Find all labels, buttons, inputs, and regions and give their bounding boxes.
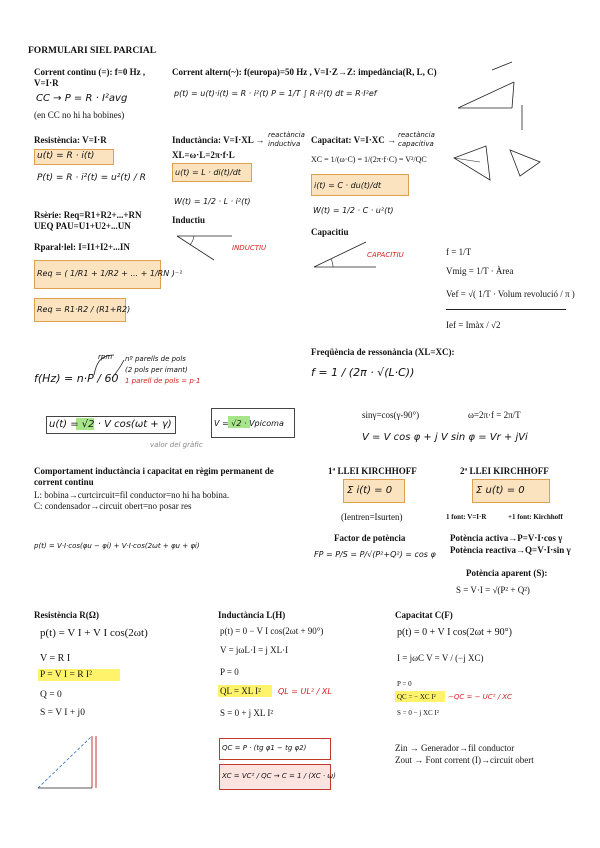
bottom-inductance-s: S = 0 + j XL I² [220,708,274,718]
qc-compensation-formula: QC = P · (tg φ1 − tg φ2) [222,744,307,752]
poles-label: nº parells de pols [125,355,186,363]
power-triangle-diagrams [450,138,560,188]
bottom-inductance-q: QL = XL I² [220,686,261,696]
phasor-components: V = V cos φ + j V sin φ = Vr + jVi [362,432,528,443]
inductance-u-formula: u(t) = L · di(t)/dt [175,168,241,177]
resistance-power-triangle [34,728,114,803]
bottom-resistance-s: S = V I + j0 [40,708,85,718]
resistance-heading: Resistència: V=I·R [34,135,107,145]
power-factor-formula: FP = P/S = P/√(P²+Q²) = cos φ [314,550,436,559]
capacitance-heading: Capacitat: V=I·XC → [311,135,396,145]
req-parallel-formula: Req = ( 1/R1 + 1/R2 + ... + 1/RN )⁻¹ [37,269,183,278]
bottom-resistance-pt: p(t) = V I + V I cos(2ωt) [40,627,148,639]
apparent-power-formula: S = V·I = √(P² + Q²) [456,585,530,595]
resonance-formula: f = 1 / (2π · √(L·C)) [311,366,415,379]
zin-note: Zin → Generador→fil conductor [395,743,515,753]
capacitance-sub1: reactància [398,131,435,139]
zout-note: Zout → Font corrent (I)→circuit obert [395,755,534,765]
kirchhoff1-heading: 1ª LLEI KIRCHHOFF [328,466,417,476]
bottom-capacitance-heading: Capacitat C(F) [395,610,453,620]
poles-note-red: 1 parell de pols = p·1 [125,377,201,385]
page-title: FORMULARI SIEL PARCIAL [28,46,157,56]
resistance-u-formula: u(t) = R · i(t) [37,151,95,161]
dc-vir: V=I·R [34,78,59,88]
bottom-resistance-v: V = R I [40,653,71,664]
inductance-sub1: reactància [268,131,305,139]
vef-formula: Vef = √( 1/T · Volum revolució / π ) [446,289,575,299]
bottom-inductance-p: P = 0 [220,667,239,677]
capacitive-label: Capacitiu [311,227,349,237]
dc-note: (en CC no hi ha bobines) [34,110,125,120]
kirchhoff1-formula: Σ i(t) = 0 [347,485,393,496]
instantaneous-power-expansion: p(t) = V·I·cos(φu − φi) + V·I·cos(2ωt + φu + φi) [34,542,200,550]
bottom-capacitance-q: QC = − XC I² [397,693,436,701]
bottom-resistance-p: P = V I = R I² [40,670,92,680]
reactive-power: Potència reactiva→Q=V·I·sin γ [450,545,571,555]
steady-state-C: C: condensador→circuit obert=no posar res [34,501,192,511]
frequency-formula: f(Hz) = n·P / 60 [34,372,119,385]
sin-identity: sinγ=cos(γ-90°) [362,410,420,420]
inductance-sub2: inductiva [268,140,301,148]
capacitance-sub2: capacitiva [398,140,434,148]
resistance-p-formula: P(t) = R · i²(t) = u²(t) / R [37,173,146,183]
kirchhoff2-formula: Σ u(t) = 0 [476,485,525,496]
dc-power-formula: CC → P = R · I²avg [36,93,128,104]
series-voltage: UEQ PAU=U1+U2+...UN [34,221,131,231]
series-resistance: Rsèrie: Req=R1+R2+...+RN [34,210,142,220]
xc-capacitor-formula: XC = VC² / QC → C = 1 / (XC · ω) [222,772,336,780]
impedance-triangle-diagram [452,60,552,130]
apparent-power-heading: Potència aparent (S): [466,568,548,578]
xl-formula: XL=ω·L=2π·f·L [172,150,235,160]
kirchhoff1-note: (Ientren=Isurten) [341,512,403,522]
inductance-w-formula: W(t) = 1/2 · L · i²(t) [174,197,251,206]
vef-divider [446,309,566,310]
bottom-resistance-q: Q = 0 [40,690,62,700]
kirchhoff2-heading: 2ª LLEI KIRCHHOFF [460,466,549,476]
vmig-formula: Vmig = 1/T · Àrea [446,266,514,276]
power-factor-heading: Factor de potència [334,533,406,543]
bottom-inductance-heading: Inductància L(H) [218,610,286,620]
poles-note: (2 pols per imant) [125,366,188,374]
bottom-inductance-pt: p(t) = 0 − V I cos(2ωt + 90°) [220,626,324,636]
rpm-label: rpm [98,353,113,361]
phasor-formula: V = √2 · Vpicoma [214,419,284,428]
bottom-capacitance-s: S = 0 − j XC I² [397,709,439,717]
bottom-inductance-q-alt: QL = UL² / XL [278,687,332,696]
bottom-capacitance-i: I = jωC V = V / (−j XC) [397,653,484,663]
multi-source-note: +1 font: Kirchhoff [508,513,563,521]
ief-formula: Ief = Imàx / √2 [446,320,501,330]
resonance-heading: Freqüència de ressonància (XL=XC): [311,347,455,357]
dc-heading: Corrent continu (=): f=0 Hz , [34,67,146,77]
inductive-label: Inductiu [172,215,206,225]
bottom-resistance-heading: Resistència R(Ω) [34,610,99,620]
omega-formula: ω=2π·f = 2π/T [468,410,521,420]
one-source-note: 1 font: V=I·R [446,513,487,521]
inductance-heading: Inductància: V=I·XL → [172,135,265,145]
bottom-capacitance-pt: p(t) = 0 + V I cos(2ωt + 90°) [397,627,512,638]
active-power: Potència activa→P=V·I·cos γ [450,533,563,543]
ac-heading: Corrent altern(~): f(europa)=50 Hz , V=I·Z→Z: impedància(R, L, C) [172,67,437,77]
ut-formula: u(t) = √2 · V cos(ωt + γ) [49,419,172,430]
frequency-arrows [84,350,144,390]
inductive-phasor-label: INDUCTIU [232,244,267,252]
graph-note: valor del gràfic [150,441,203,449]
bottom-capacitance-q-alt: −QC = − UC² / XC [448,693,512,701]
capacitive-phasor-label: CAPACITIU [367,251,404,259]
bottom-inductance-v: V = jωL·I = j XL·I [220,645,289,655]
f-over-T: f = 1/T [446,247,472,257]
steady-state-heading: Comportament inductància i capacitat en règim permanent de corrent continu [34,466,274,487]
xc-formula: XC = 1/(ω·C) = 1/(2π·f·C) = V²/QC [311,155,427,164]
req-two-formula: Req = R1·R2 / (R1+R2) [37,305,131,314]
steady-state-L: L: bobina→curtcircuit=fil conductor=no hi ha bobina. [34,490,230,500]
bottom-capacitance-p: P = 0 [397,680,412,688]
capacitance-i-formula: i(t) = C · du(t)/dt [314,181,382,190]
parallel-resistance: Rparal·lel: I=I1+I2+...IN [34,242,130,252]
capacitance-w-formula: W(t) = 1/2 · C · u²(t) [313,206,394,215]
ac-power-formula: p(t) = u(t)·i(t) = R · i²(t) P = 1/T ∫ R·i²(t) dt = R·I²ef [174,89,377,98]
